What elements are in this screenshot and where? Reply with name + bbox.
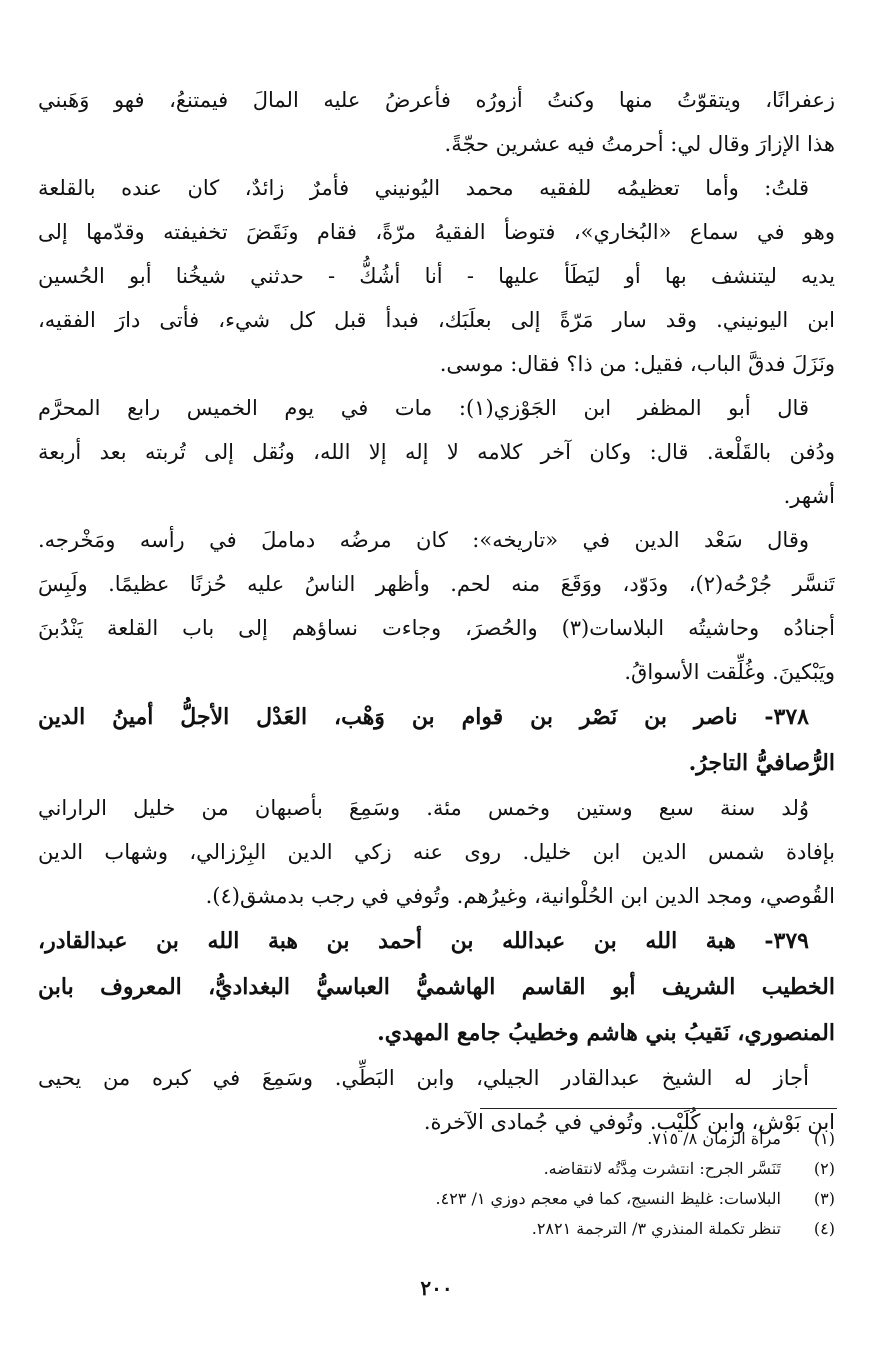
footnote-text: تَنَسَّر الجرح: انتشرت مِدَّتُه لانتقاضه. [543,1159,781,1178]
text-line: أجنادُه وحاشيتُه البلاسات(٣) والحُصرَ، وجاءت نساؤهم إلى باب القلعة يَنْدُبنَ [38,616,835,640]
footnote-number: (١) [813,1129,835,1148]
footnote-number: (٢) [813,1159,835,1178]
text-line: وهو في سماع «البُخاري»، فتوضأ الفقيهُ مرّةً، فقام ونَقَضَ تخفيفته وقدّمها إلى [38,220,835,244]
text-line: قال أبو المظفر ابن الجَوْزي(١): مات في يوم الخميس رابع المحرَّم [38,396,809,420]
text-line: تَنسَّر جُرْحُه(٢)، ودَوّد، ووَقَعَ منه لحم. وأظهر الناسُ عليه حُزنًا عظيمًا. ولَبِسَ [38,572,835,596]
text-line: ودُفن بالقَلْعة. قال: وكان آخر كلامه لا إله إلا الله، ونُقل إلى تُربته بعد أربعة [38,440,835,464]
entry-heading: الرُّصافيُّ التاجرُ. [688,750,835,776]
text-line: وُلد سنة سبع وستين وخمس مئة. وسَمِعَ بأصبهان من خليل الراراني [38,796,809,820]
entry-heading: الخطيب الشريف أبو القاسم الهاشميُّ العباسيُّ البغداديُّ، المعروف بابن [38,974,835,1000]
main-text [38,78,835,1144]
footnote-text: البلاسات: غليظ النسيج، كما في معجم دوزي ١/ ٤٢٣. [435,1189,781,1208]
footnote [38,1214,835,1244]
footnote-number: (٤) [813,1219,835,1238]
text-line: يديه ليتنشف بها أو ليَطَأ عليها - أنا أشُكُّ - حدثني شيخُنا أبو الحُسين [38,264,835,288]
text-line: ابن بَوْش، وابن كُلَيْب. وتُوفي في جُمادى الآخرة. [423,1110,835,1134]
text-line: هذا الإزارَ وقال لي: أحرمتُ فيه عشرين حجّةً. [444,132,835,156]
page-number: ٢٠٠ [420,1276,453,1300]
text-line: قلتُ: وأما تعظيمُه للفقيه محمد اليُونيني فأمرٌ زائدٌ، كان عنده بالقلعة [38,176,809,200]
footnote-text: مرآة الزمان ٨/ ٧١٥. [647,1129,781,1148]
entry-heading: ٣٧٩- هبة الله بن عبدالله بن أحمد بن هبة الله بن عبدالقادر، [38,928,809,954]
entry-heading: المنصوري، نَقيبُ بني هاشم وخطيبُ جامع المهدي. [377,1020,835,1046]
text-line: ويَبْكينَ. وغُلِّقت الأسواقُ. [624,660,835,684]
footnote-text: تنظر تكملة المنذري ٣/ الترجمة ٢٨٢١. [531,1219,781,1238]
footnote [38,1184,835,1214]
footnote-number: (٣) [813,1189,835,1208]
text-line: زعفرانًا، ويتقوّتُ منها وكنتُ أزورُه فأعرضُ عليه المالَ فيمتنعُ، فهو وَهَبني [38,88,835,112]
text-line: أجاز له الشيخ عبدالقادر الجيلي، وابن البَطِّي. وسَمِعَ في كبره من يحيى [38,1066,809,1090]
text-line: وقال سَعْد الدين في «تاريخه»: كان مرضُه دماملَ في رأسه ومَخْرجه. [38,528,809,552]
footnote [38,1154,835,1184]
text-line: ونَزَلَ فدقَّ الباب، فقيل: من ذا؟ فقال: موسى. [439,352,835,376]
text-line: ابن اليونيني. وقد سار مَرّةً إلى بعلَبَك، فبدأ قبل كل شيء، فأتى دارَ الفقيه، [38,308,835,332]
footnote [38,1124,835,1154]
footnote-divider [480,1108,837,1109]
text-line: أشهر. [783,484,835,508]
entry-heading: ٣٧٨- ناصر بن نَصْر بن قوام بن وَهْب، العَدْل الأجلُّ أمينُ الدين [38,704,809,730]
text-line: القُوصي، ومجد الدين ابن الحُلْوانية، وغيرُهم. وتُوفي في رجب بدمشق(٤). [205,884,835,908]
footnotes [38,1124,835,1244]
text-line: بإفادة شمس الدين ابن خليل. روى عنه زكي الدين البِرْزالي، وشهاب الدين [38,840,835,864]
